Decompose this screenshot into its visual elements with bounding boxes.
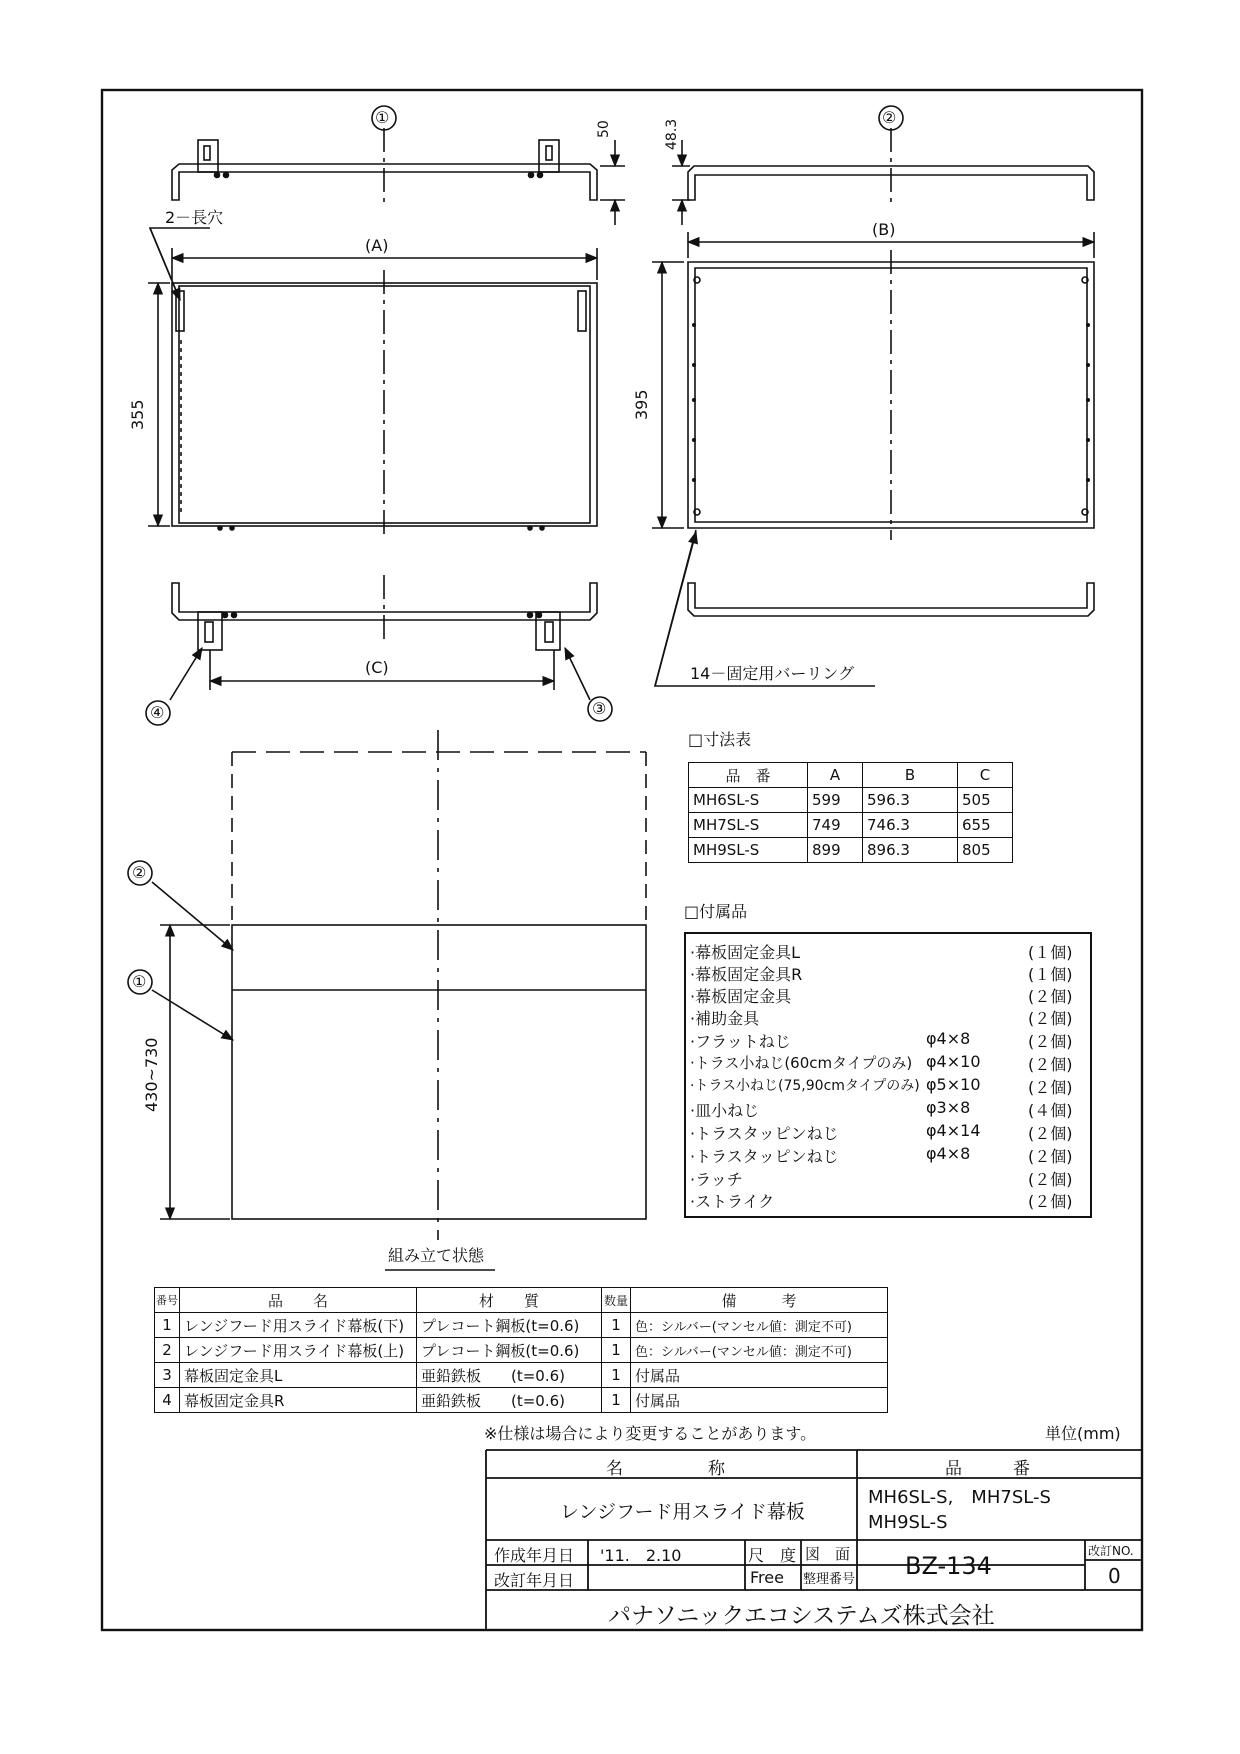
table-cell: 746.3 [863, 813, 958, 838]
product-numbers-line2: MH9SL-S [868, 1512, 948, 1533]
table-header-row [689, 763, 1013, 788]
accessory-name: ·フラットねじ [690, 1032, 791, 1051]
accessory-name: ·トラス小ねじ(75,90cmタイプのみ) [690, 1078, 920, 1094]
accessory-name: ·幕板固定金具 [690, 987, 792, 1006]
dim-b-label: (B) [872, 220, 896, 239]
table-cell: 596.3 [863, 788, 958, 813]
product-name: レンジフード用スライド幕板 [560, 1501, 805, 1523]
table-cell: レンジフード用スライド幕板(上) [180, 1338, 417, 1363]
assembly-caption: 組み立て状態 [388, 1246, 485, 1265]
table-header: 品 番 [689, 763, 808, 788]
table-cell: 3 [155, 1363, 180, 1388]
revision-label: 改訂NO. [1088, 1544, 1134, 1558]
accessory-spec: φ4×14 [926, 1121, 981, 1140]
table-row [689, 813, 1013, 838]
table-cell: 1 [602, 1313, 631, 1338]
part2-front-view [652, 232, 1094, 540]
table-cell: 599 [808, 788, 863, 813]
table-cell: 亜鉛鉄板 (t=0.6) [417, 1388, 602, 1413]
part2-marker: ② [882, 108, 897, 127]
assembly-part2-marker: ② [132, 863, 147, 882]
table-header: A [808, 763, 863, 788]
table-cell: 色：シルバー(マンセル値：測定不可) [631, 1338, 888, 1363]
list-item [686, 1121, 1090, 1143]
table-cell: 付属品 [631, 1363, 888, 1388]
table-cell: 1 [602, 1388, 631, 1413]
list-item [686, 940, 1090, 962]
table-row [155, 1313, 888, 1338]
table-row [155, 1363, 888, 1388]
accessory-spec: φ4×10 [926, 1052, 981, 1071]
table-cell: 2 [155, 1338, 180, 1363]
accessory-qty: (４個) [1028, 1101, 1073, 1120]
table-row [689, 838, 1013, 863]
accessory-qty: (２個) [1028, 1192, 1073, 1211]
dim-c-label: (C) [365, 658, 389, 677]
table-row [155, 1388, 888, 1413]
accessory-qty: (２個) [1028, 1055, 1073, 1074]
accessory-spec: φ4×8 [926, 1144, 971, 1163]
part1-front-view [148, 228, 597, 540]
table-cell: MH9SL-S [689, 838, 808, 863]
accessory-qty: (２個) [1028, 1032, 1073, 1051]
dimension-table [688, 762, 1013, 863]
list-item [686, 962, 1090, 984]
dimension-table-title: □寸法表 [688, 730, 752, 749]
table-cell: 1 [602, 1338, 631, 1363]
accessory-spec: φ3×8 [926, 1098, 971, 1117]
accessory-spec: φ4×8 [926, 1029, 971, 1048]
list-item [686, 984, 1090, 1006]
accessory-qty: (２個) [1028, 1078, 1073, 1097]
assembly-view [128, 730, 646, 1270]
accessory-name: ·補助金具 [690, 1009, 760, 1028]
list-item [686, 1189, 1090, 1211]
accessory-qty: (２個) [1028, 987, 1073, 1006]
accessory-name: ·幕板固定金具R [690, 965, 803, 984]
table-header-row [155, 1288, 888, 1313]
created-date-label: 作成年月日 [494, 1546, 575, 1565]
table-row [689, 788, 1013, 813]
table-cell: 色：シルバー(マンセル値：測定不可) [631, 1313, 888, 1338]
table-header: 番号 [155, 1288, 180, 1313]
accessory-qty: (２個) [1028, 1170, 1073, 1189]
accessory-qty: (１個) [1028, 965, 1073, 984]
accessory-qty: (２個) [1028, 1124, 1073, 1143]
table-header: 備 考 [631, 1288, 888, 1313]
table-header: 品 名 [180, 1288, 417, 1313]
table-header: C [958, 763, 1013, 788]
part2-top-view [672, 128, 1094, 225]
table-header: 数量 [602, 1288, 631, 1313]
accessory-name: ·ストライク [690, 1192, 775, 1211]
company-name: パナソニックエコシステムズ株式会社 [608, 1603, 995, 1629]
height-dim-48-3: 48.3 [664, 118, 680, 150]
accessory-name: ·トラスタッピンねじ [690, 1147, 839, 1166]
table-cell: 幕板固定金具L [180, 1363, 417, 1388]
table-cell: 896.3 [863, 838, 958, 863]
table-header: 材 質 [417, 1288, 602, 1313]
accessory-name: ·トラスタッピンねじ [690, 1124, 839, 1143]
created-date-value: '11. 2.10 [600, 1546, 682, 1565]
title-number-header: 品 番 [945, 1459, 1030, 1479]
accessory-spec: φ5×10 [926, 1075, 981, 1094]
list-item [686, 1052, 1090, 1074]
accessory-name: ·トラス小ねじ(60cmタイプのみ) [690, 1054, 913, 1072]
table-header: B [863, 763, 958, 788]
drawing-label-2: 整理番号 [803, 1572, 856, 1587]
table-cell: プレコート鋼板(t=0.6) [417, 1338, 602, 1363]
list-item [686, 1144, 1090, 1166]
table-cell: MH6SL-S [689, 788, 808, 813]
accessory-name: ·幕板固定金具L [690, 943, 801, 962]
product-numbers-line1: MH6SL-S, MH7SL-S [868, 1487, 1051, 1508]
slot-note: 2－長穴 [165, 208, 224, 227]
accessory-name: ·ラッチ [690, 1170, 743, 1189]
accessory-qty: (２個) [1028, 1009, 1073, 1028]
title-name-header: 名 称 [606, 1459, 725, 1479]
height-dim-50: 50 [596, 120, 612, 138]
table-cell: 899 [808, 838, 863, 863]
scale-label: 尺 度 [748, 1546, 797, 1565]
list-item [686, 1167, 1090, 1189]
spec-note: ※仕様は場合により変更することがあります。 [484, 1424, 817, 1443]
revision-value: 0 [1108, 1564, 1121, 1588]
table-cell: 655 [958, 813, 1013, 838]
list-item [686, 1098, 1090, 1120]
scale-value: Free [750, 1568, 784, 1587]
assembly-range-dim: 430~730 [142, 1037, 161, 1112]
list-item [686, 1029, 1090, 1051]
table-cell: 505 [958, 788, 1013, 813]
table-row [155, 1338, 888, 1363]
unit-note: 単位(mm) [1045, 1424, 1121, 1443]
part2-bottom-view [655, 530, 1094, 686]
assembly-part1-marker: ① [132, 972, 147, 991]
drawing-number: BZ-134 [905, 1552, 992, 1580]
table-cell: 幕板固定金具R [180, 1388, 417, 1413]
burring-note: 14－固定用バーリング [690, 664, 855, 683]
drawing-label: 図 面 [805, 1545, 851, 1563]
table-cell: 805 [958, 838, 1013, 863]
part1-top-view [172, 128, 625, 225]
part1-marker: ① [375, 108, 390, 127]
table-cell: 付属品 [631, 1388, 888, 1413]
accessory-qty: (１個) [1028, 943, 1073, 962]
accessories-title: □付属品 [684, 902, 748, 921]
table-cell: 1 [155, 1313, 180, 1338]
list-item [686, 1006, 1090, 1028]
table-cell: MH7SL-S [689, 813, 808, 838]
accessories-list [684, 932, 1092, 1218]
dim-a-label: (A) [365, 236, 389, 255]
accessory-qty: (２個) [1028, 1147, 1073, 1166]
accessory-name: ·皿小ねじ [690, 1101, 760, 1120]
depth-dim-355: 355 [128, 399, 147, 430]
table-cell: 亜鉛鉄板 (t=0.6) [417, 1363, 602, 1388]
table-cell: プレコート鋼板(t=0.6) [417, 1313, 602, 1338]
depth-dim-395: 395 [632, 389, 651, 420]
part1-bottom-view [146, 575, 612, 725]
table-cell: 4 [155, 1388, 180, 1413]
parts-list-table [154, 1287, 888, 1413]
part4-marker: ④ [150, 703, 165, 722]
part3-marker: ③ [592, 699, 607, 718]
list-item [686, 1075, 1090, 1097]
table-cell: 1 [602, 1363, 631, 1388]
revised-date-label: 改訂年月日 [494, 1571, 575, 1590]
table-cell: 749 [808, 813, 863, 838]
table-cell: レンジフード用スライド幕板(下) [180, 1313, 417, 1338]
